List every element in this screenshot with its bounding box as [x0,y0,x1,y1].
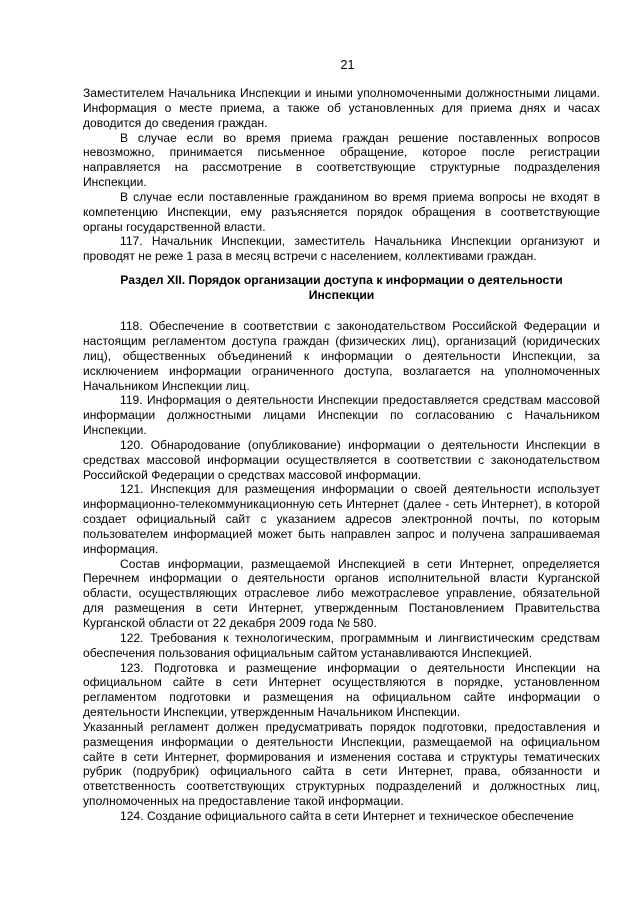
paragraph: В случае если поставленные гражданином во время приема вопросы не входят в компетенцию Инспекции, ему разъясняется порядок обращения в соответствующие органы государственной власти. [83,189,600,234]
paragraph: 118. Обеспечение в соответствии с законодательством Российской Федерации и настоящим регламентом доступа граждан (физических лиц), организаций (юридических лиц), общественных объединений к информации о деятельности Инспекции, за исключением информации ограниченного доступа, возлагается на уполномоченных Начальником Инспекции лиц. [83,319,600,393]
paragraph: 123. Подготовка и размещение информации о деятельности Инспекции на официальном сайте в сети Интернет осуществляются в порядке, установленном регламентом подготовки и размещения на официальном сайте информации о деятельности Инспекции, утвержденным Начальником Инспекции. [83,660,600,720]
paragraph: Состав информации, размещаемой Инспекцией в сети Интернет, определяется Перечнем информации о деятельности органов исполнительной власти Курганской области, осуществляющих отраслевое либо межотраслевое управление, обязательной для размещения в сети Интернет, утвержденным Постановлением Правительства Курганской области от 22 декабря 2009 года № 580. [83,556,600,630]
paragraph: 119. Информация о деятельности Инспекции предоставляется средствам массовой информации должностными лицами Инспекции по согласованию с Начальником Инспекции. [83,393,600,438]
paragraph: В случае если во время приема граждан решение поставленных вопросов невозможно, принимается письменное обращение, которое после регистрации направляется на рассмотрение в соответствующие структурные подразделения Инспекции. [83,130,600,190]
section-heading-line: Инспекции [308,288,375,303]
section-heading [83,273,600,303]
page-number: 21 [340,58,355,72]
paragraph: 122. Требования к технологическим, программным и лингвистическим средствам обеспечения пользования официальным сайтом устанавливаются Инспекцией. [83,630,600,660]
paragraph: 120. Обнародование (опубликование) информации о деятельности Инспекции в средствах массовой информации осуществляется в соответствии с законодательством Российской Федерации о средствах массовой информации. [83,437,600,482]
section-heading-line: Раздел XII. Порядок организации доступа к информации о деятельности [120,273,563,288]
paragraph: 124. Создание официального сайта в сети Интернет и техническое обеспечение [120,808,574,823]
paragraph: 117. Начальник Инспекции, заместитель Начальника Инспекции организуют и проводят не реже 1 раза в месяц встречи с населением, коллективами граждан. [83,234,600,264]
paragraph: Заместителем Начальника Инспекции и иными уполномоченными должностными лицами. Информация о месте приема, а также об установленных для приема днях и часах доводится до сведения граждан. [83,86,600,130]
paragraphs-top [83,86,600,264]
paragraph: 121. Инспекция для размещения информации о своей деятельности использует информационно-телекоммуникационную сеть Интернет (далее - сеть Интернет), в которой создает официальный сайт с указанием адресов электронной почты, по которым пользователем информацией может быть направлен запрос и получена запрашиваемая информация. [83,482,600,556]
paragraphs-bottom [83,319,600,824]
paragraph: Указанный регламент должен предусматривать порядок подготовки, предоставления и размещения информации о деятельности Инспекции, размещаемой на официальном сайте в сети Интернет, формирования и изменения состава и структуры тематических рубрик (подрубрик) официального сайта в сети Интернет, права, обязанности и ответственность соответствующих структурных подразделений и должностных лиц, уполномоченных на предоставление такой информации. [83,719,600,809]
